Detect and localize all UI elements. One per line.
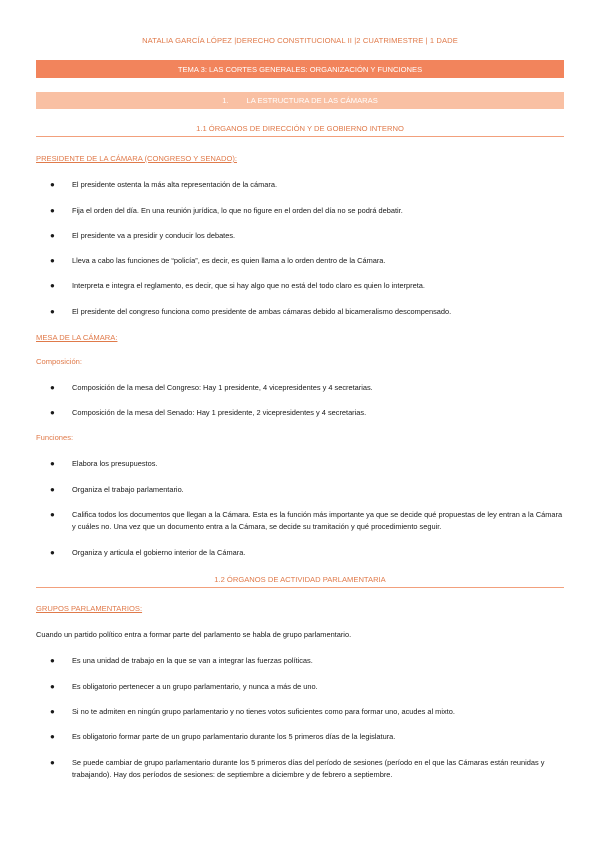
list-item: ● Si no te admiten en ningún grupo parlamentario y no tienes votos suficientes como para formar uno, acudes al mixto. [50, 707, 455, 716]
list-item: ● Fija el orden del día. En una reunión jurídica, lo que no figure en el orden del día no se podrá debatir. [50, 206, 403, 215]
bullet-icon: ● [50, 206, 55, 215]
bullet-icon: ● [50, 707, 55, 716]
section-banner [36, 92, 564, 109]
list-item: ● El presidente va a presidir y conducir los debates. [50, 231, 236, 240]
list-item: ● El presidente ostenta la más alta representación de la cámara. [50, 180, 277, 189]
bullet-icon: ● [50, 732, 55, 741]
list-item: ● Elabora los presupuestos. [50, 459, 158, 468]
mesa-label: MESA DE LA CÁMARA: [36, 333, 118, 342]
list-item: ● Organiza y articula el gobierno interior de la Cámara. [50, 548, 246, 557]
tema-banner-text: TEMA 3: LAS CORTES GENERALES: ORGANIZACIÓN Y FUNCIONES [177, 64, 423, 74]
bullet-icon: ● [50, 256, 55, 265]
list-item: ● Se puede cambiar de grupo parlamentario durante los 5 primeros días del período de sesiones (período en el que las Cámaras están reunidas y trabajando). Hay dos períodos de sesiones: de septiembre a diciembre y de febrero a septiembre. [50, 758, 545, 779]
presidente-label: PRESIDENTE DE LA CÁMARA (CONGRESO Y SENADO): [36, 154, 237, 163]
tema-banner [36, 60, 564, 78]
bullet-icon: ● [50, 485, 55, 494]
bullet-icon: ● [50, 758, 55, 767]
bullet-icon: ● [50, 459, 55, 468]
list-item: ● Composición de la mesa del Senado: Hay 1 presidente, 2 vicepresidentes y 4 secretarias. [50, 408, 367, 417]
bullet-icon: ● [50, 510, 55, 519]
bullet-icon: ● [50, 383, 55, 392]
bullet-icon: ● [50, 180, 55, 189]
composicion-label: Composición: [36, 357, 83, 366]
grupos-intro: Cuando un partido político entra a formar parte del parlamento se habla de grupo parlamentario. [36, 630, 352, 639]
document-header: NATALIA GARCÍA LÓPEZ |DERECHO CONSTITUCIONAL II |2 CUATRIMESTRE | 1 DADE [142, 36, 458, 45]
grupos-label: GRUPOS PARLAMENTARIOS: [36, 604, 143, 613]
list-item: ● Organiza el trabajo parlamentario. [50, 485, 184, 494]
bullet-icon: ● [50, 281, 55, 290]
funciones-label: Funciones: [36, 433, 74, 442]
section-title-actividad: 1.2 ÓRGANOS DE ACTIVIDAD PARLAMENTARIA [36, 575, 564, 588]
bullet-icon: ● [50, 548, 55, 557]
list-item: ● Es obligatorio formar parte de un grupo parlamentario durante los 5 primeros días de la legislatura. [50, 732, 396, 741]
section-banner-number: 1. [222, 96, 229, 105]
section-banner-label: LA ESTRUCTURA DE LAS CÁMARAS [246, 96, 378, 105]
list-item: ● Es obligatorio pertenecer a un grupo parlamentario, y nunca a más de uno. [50, 682, 318, 691]
bullet-icon: ● [50, 408, 55, 417]
bullet-icon: ● [50, 231, 55, 240]
bullet-icon: ● [50, 307, 55, 316]
list-item: ● Composición de la mesa del Congreso: Hay 1 presidente, 4 vicepresidentes y 4 secretarias. [50, 383, 373, 392]
list-item: ● El presidente del congreso funciona como presidente de ambas cámaras debido al bicameralismo descompensado. [50, 307, 452, 316]
list-item: ● Es una unidad de trabajo en la que se van a integrar las fuerzas políticas. [50, 656, 313, 665]
section-title-direccion: 1.1 ÓRGANOS DE DIRECCIÓN Y DE GOBIERNO INTERNO [36, 124, 564, 137]
bullet-icon: ● [50, 656, 55, 665]
list-item: ● Califica todos los documentos que llegan a la Cámara. Esta es la función más importante ya que se decide qué propuestas de ley entran a la Cámara y cuáles no. Una vez que un documento entra a la Cámara, se decide su tramitación y qué procedimiento seguir. [50, 510, 563, 531]
list-item: ● Lleva a cabo las funciones de “policía”, es decir, es quien llama a lo orden dentro de la Cámara. [50, 256, 386, 265]
list-item: ● Interpreta e integra el reglamento, es decir, que si hay algo que no está del todo claro es quien lo interpreta. [50, 281, 425, 290]
bullet-icon: ● [50, 682, 55, 691]
